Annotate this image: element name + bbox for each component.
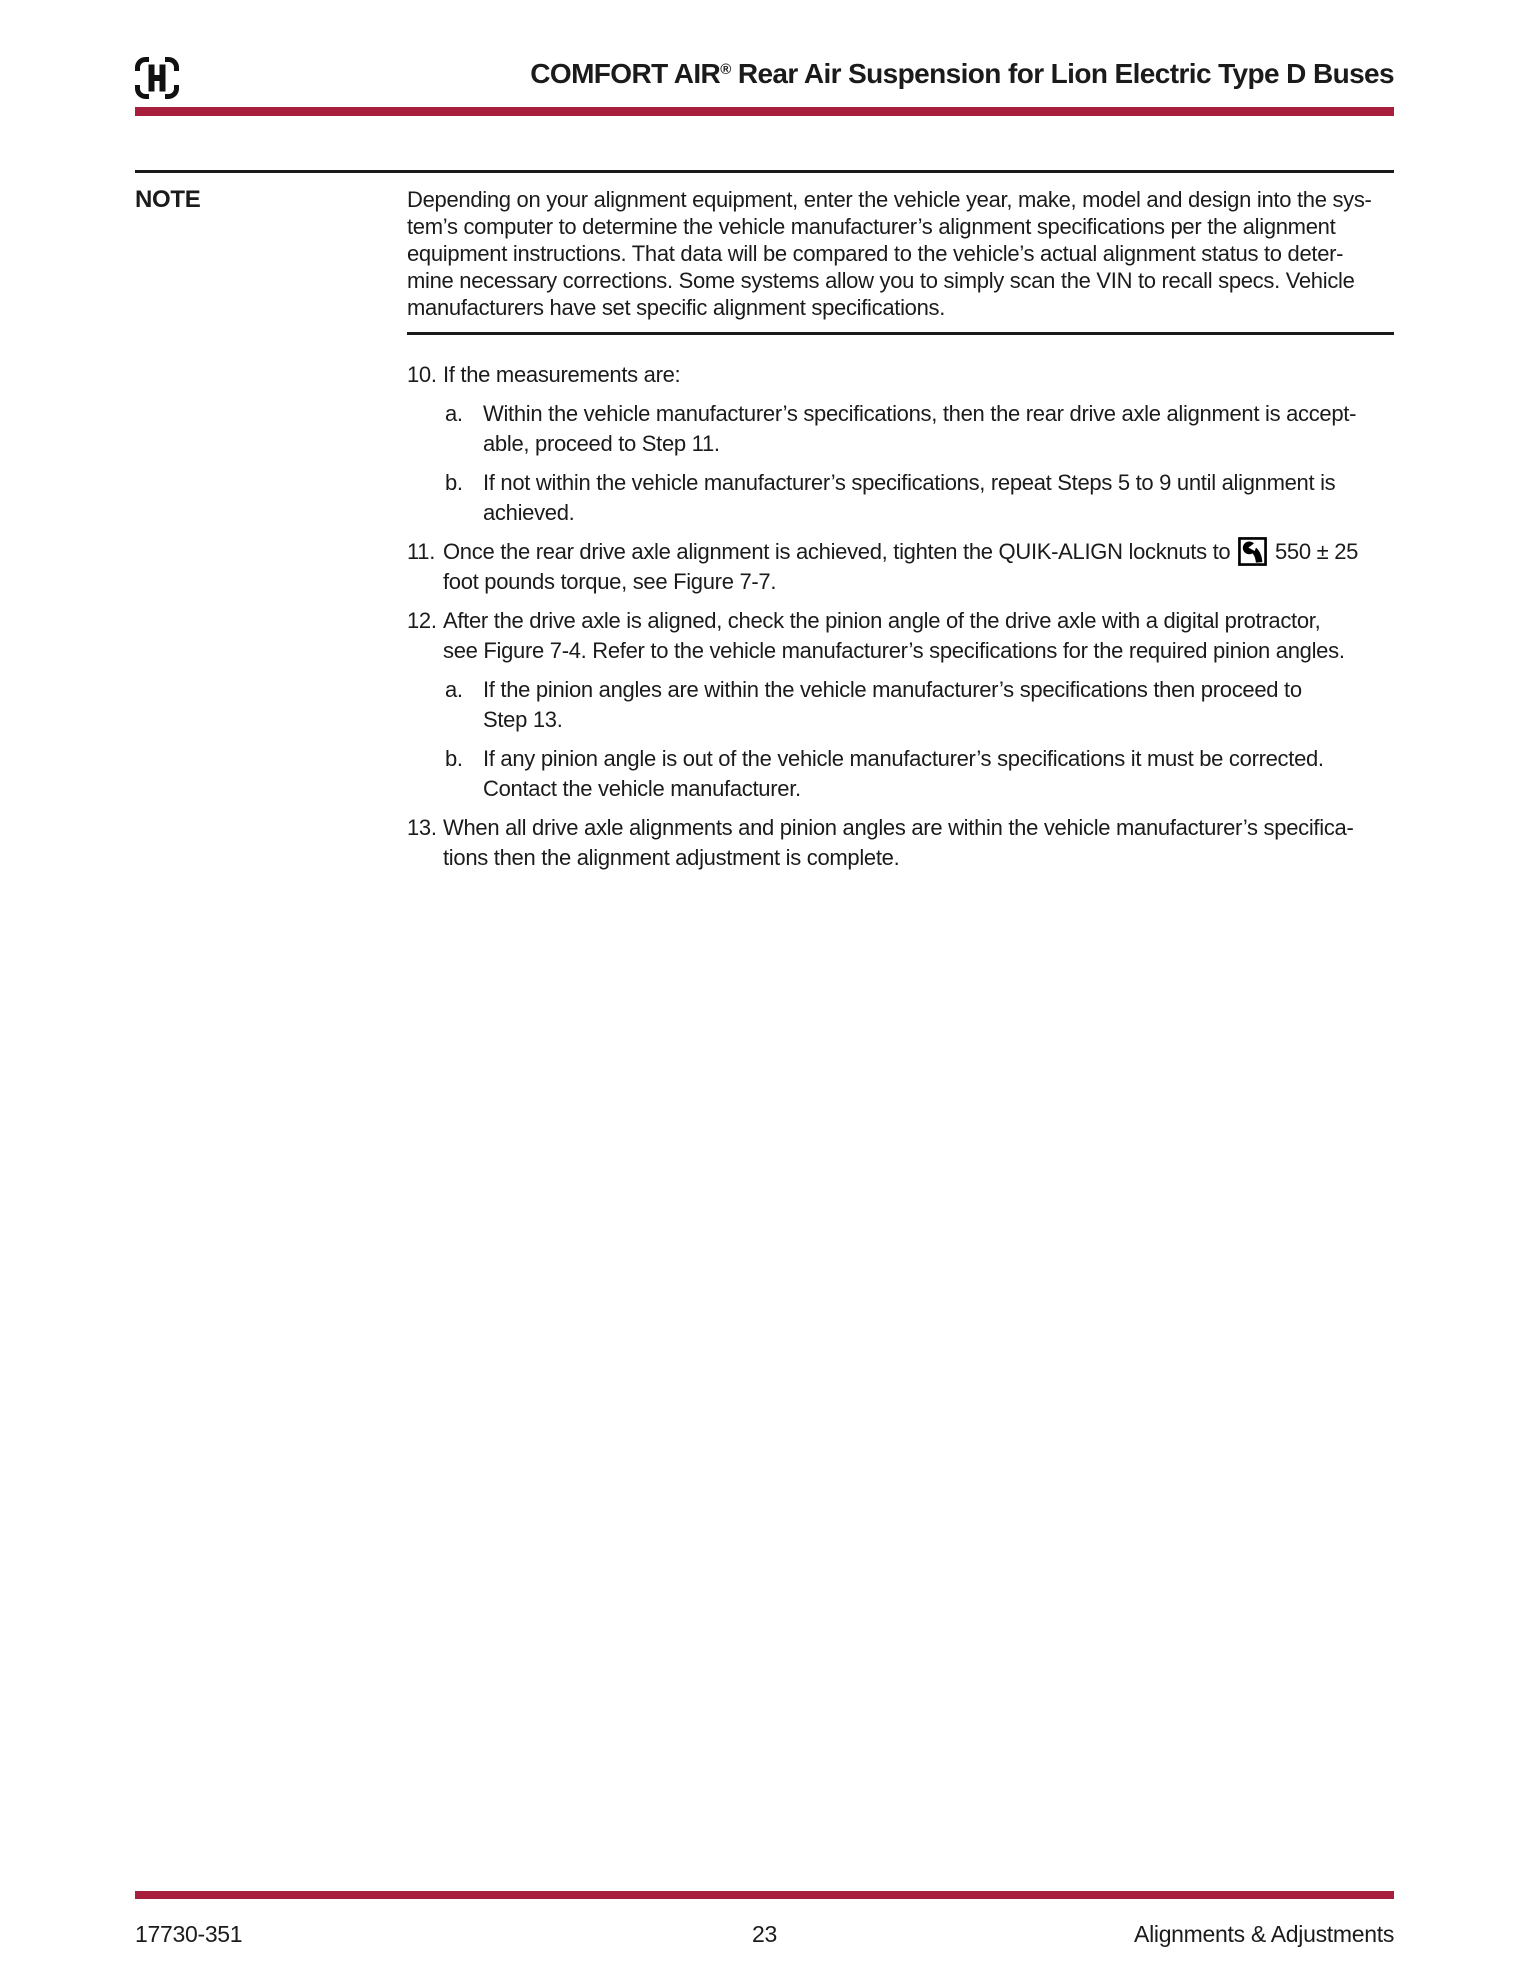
step-number: 12.: [407, 608, 437, 633]
note-block: [135, 170, 1394, 335]
step-12b: [445, 744, 1394, 804]
step-number: 13.: [407, 815, 437, 840]
step-number: 11.: [407, 539, 436, 564]
step-text: After the drive axle is aligned, check the pinion angle of the drive axle with a digital protractor, see Figure 7-4. Refer to the vehicle manufacturer’s specifications for the required pinion angles.: [443, 608, 1345, 663]
substep-text: If the pinion angles are within the vehicle manufacturer’s specifications then proceed to Step 13.: [483, 677, 1302, 732]
substep-text: If not within the vehicle manufacturer’s specifications, repeat Steps 5 to 9 until alignment is achieved.: [483, 470, 1336, 525]
substep-letter: b.: [445, 746, 463, 771]
step-10b: [445, 468, 1394, 528]
header-accent-rule: [135, 107, 1394, 116]
substep-text: If any pinion angle is out of the vehicle manufacturer’s specifications it must be corrected. Contact the vehicle manufacturer.: [483, 746, 1324, 801]
page-title: COMFORT AIR® Rear Air Suspension for Lion Electric Type D Buses: [530, 58, 1394, 89]
substep-text: Within the vehicle manufacturer’s specifications, then the rear drive axle alignment is accept- able, proceed to Step 11.: [483, 401, 1357, 456]
step-12a: [445, 675, 1394, 735]
step-text: [443, 537, 1394, 597]
step-number: 10.: [407, 362, 437, 387]
step-text-after-icon: 550 ± 25: [1269, 539, 1359, 564]
note-label: NOTE: [135, 186, 201, 213]
substep-letter: a.: [445, 401, 463, 426]
step-12: [407, 606, 1394, 666]
step-10: [407, 360, 1394, 390]
step-11: [407, 537, 1394, 597]
note-text: Depending on your alignment equipment, enter the vehicle year, make, model and design into the sys- tem’s computer to determine the vehicle manufacturer’s alignment specifications per the alignment equipment instructions. That data will be compared to the vehicle’s actual alignment status to deter- mine necessary corrections. Some systems allow you to simply scan the VIN to recall specs. Vehicle manufacturers have set specific alignment specifications.: [407, 173, 1394, 335]
substep-letter: a.: [445, 677, 463, 702]
step-text: When all drive axle alignments and pinion angles are within the vehicle manufacturer’s specifica- tions then the alignment adjustment is complete.: [443, 815, 1354, 870]
page-header: [135, 0, 1394, 107]
registered-trademark-symbol: ®: [720, 61, 731, 78]
step-list: [135, 360, 1394, 873]
step-13: [407, 813, 1394, 873]
document-number: 17730-351: [135, 1921, 243, 1947]
page-number: 23: [752, 1921, 777, 1947]
page-footer: [135, 1891, 1394, 1978]
section-title: Alignments & Adjustments: [1134, 1921, 1395, 1947]
footer-accent-rule: [135, 1891, 1394, 1899]
hendrickson-logo-icon: [135, 57, 179, 99]
substep-letter: b.: [445, 470, 463, 495]
step-10a: [445, 399, 1394, 459]
step-text-before-icon: Once the rear drive axle alignment is achieved, tighten the QUIK-ALIGN locknuts to: [443, 539, 1237, 564]
step-text: If the measurements are:: [443, 362, 681, 387]
step-text-line2: foot pounds torque, see Figure 7-7.: [443, 569, 777, 594]
torque-wrench-icon: [1238, 537, 1267, 566]
